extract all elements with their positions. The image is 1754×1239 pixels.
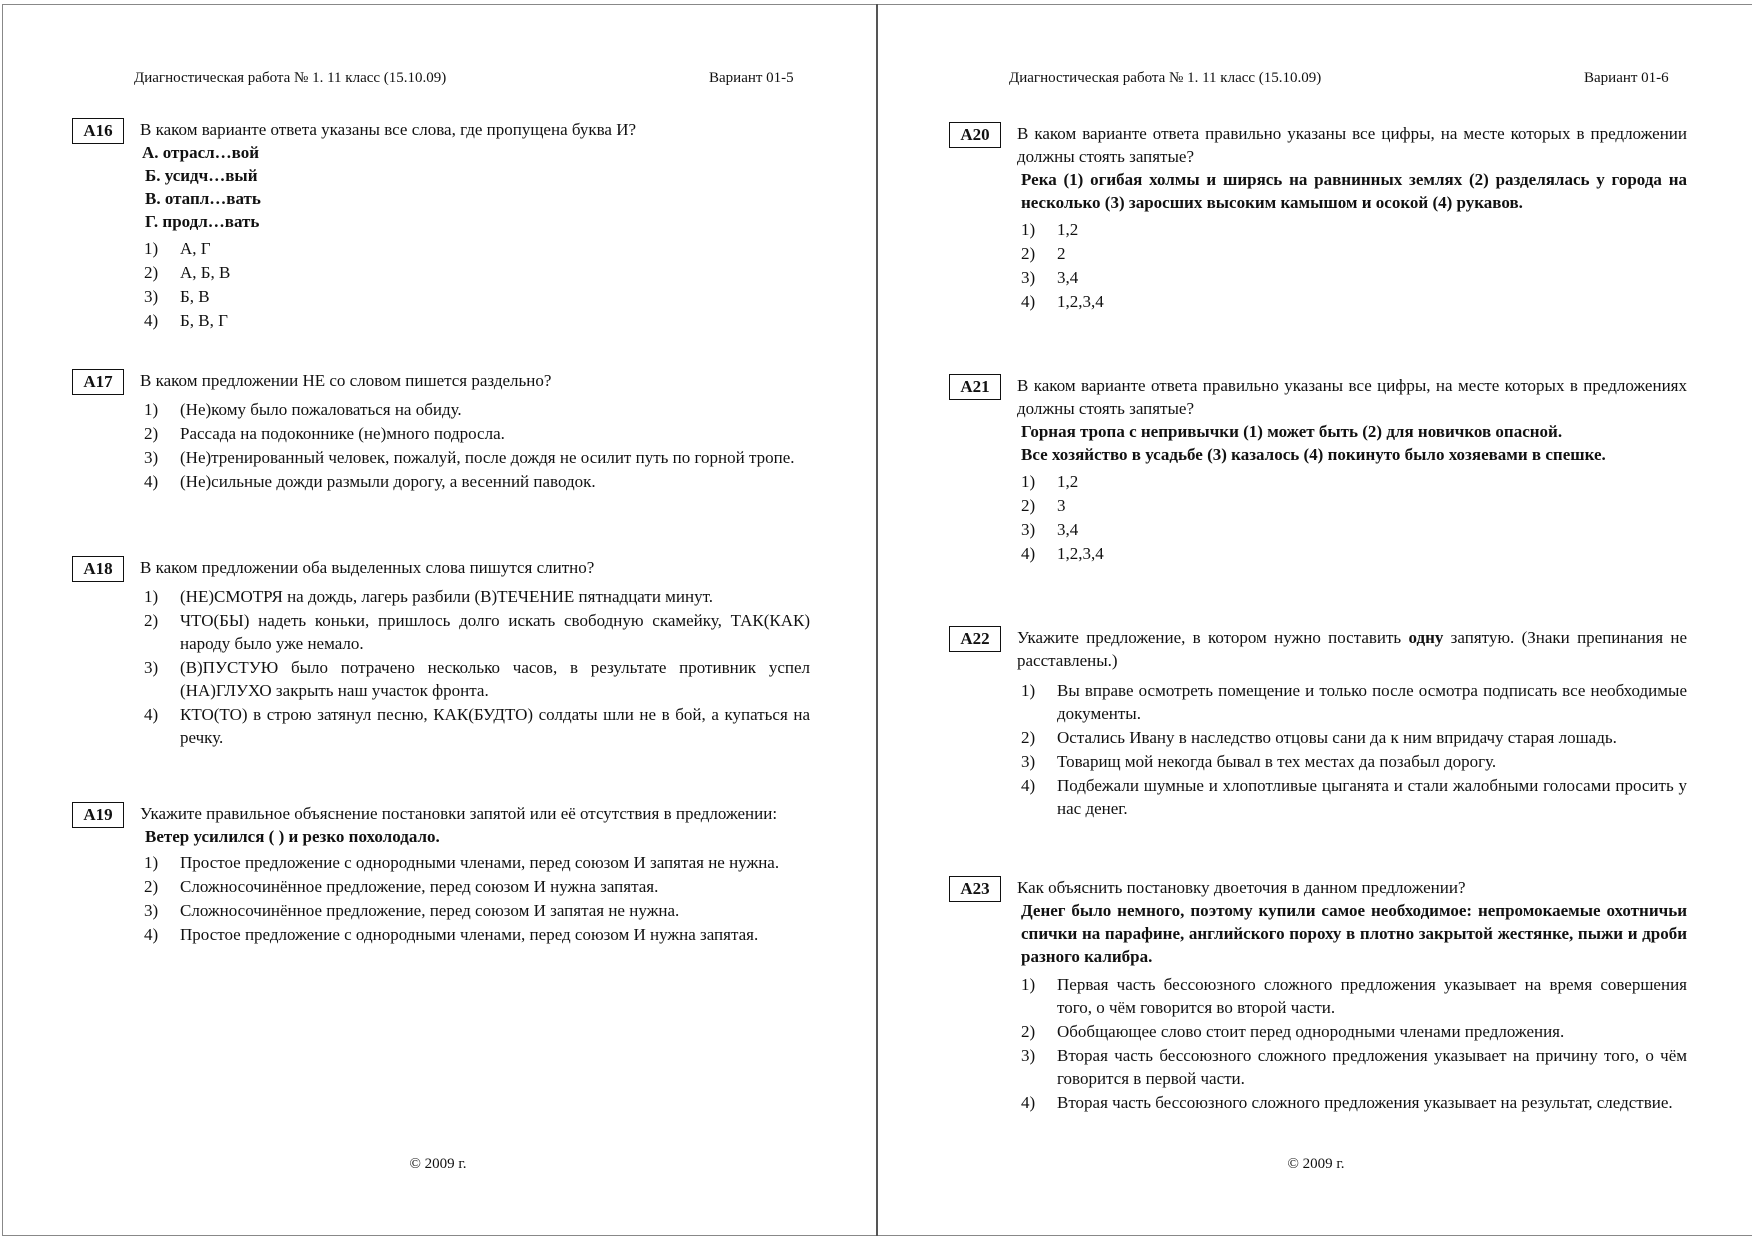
question-number-badge: A16 (72, 118, 124, 144)
question-stem: В каком варианте ответа указаны все слова, где пропущена буква И? (140, 120, 637, 139)
given-sentence: Ветер усилился ( ) и резко похолодало. (145, 827, 440, 846)
answer-options (1021, 470, 1687, 565)
stem-part: запятую. (Знаки препинания не расставлены.) (1017, 628, 1687, 670)
question-stem: В каком варианте ответа правильно указаны все цифры, на месте которых в предложениях должны стоять запятые? (1017, 376, 1687, 418)
header-variant: Вариант 01-5 (709, 70, 794, 86)
question-stem: Как объяснить постановку двоеточия в данном предложении? (1017, 878, 1466, 897)
answer-option[interactable]: 1) 1,2 (1021, 472, 1079, 491)
question-number-badge: A19 (72, 802, 124, 828)
page-left (0, 0, 876, 1239)
stem-part: Укажите предложение, в котором нужно поставить (1017, 628, 1409, 647)
answer-option[interactable]: 2) А, Б, В (144, 263, 231, 282)
question-a19 (72, 802, 810, 947)
question-stem: В каком варианте ответа правильно указаны все цифры, на месте которых в предложении должны стоять запятые? (1017, 124, 1687, 166)
question-a16 (72, 118, 810, 333)
answer-option[interactable]: 4) 1,2,3,4 (1021, 292, 1104, 311)
footer-copyright: © 2009 г. (409, 1156, 467, 1172)
answer-option[interactable]: 4) Простое предложение с однородными членами, перед союзом И нужна запятая. (144, 925, 759, 944)
question-number-badge: A23 (949, 876, 1001, 902)
answer-option[interactable]: 4) (Не)сильные дожди размыли дорогу, а весенний паводок. (144, 472, 596, 491)
answer-option[interactable]: 4) КТО(ТО) в строю затянул песню, КАК(БУДТО) солдаты шли не в бой, а купаться на речку. (144, 705, 810, 747)
given-sentence: Горная тропа с непривычки (1) может быть (2) для новичков опасной. (1021, 422, 1563, 441)
question-a23 (949, 876, 1687, 1115)
answer-option[interactable]: 2) 3 (1021, 496, 1066, 515)
answer-option[interactable]: 1) Первая часть бессоюзного сложного предложения указывает на время совершения того, о чём говорится во второй части. (1021, 975, 1687, 1017)
answer-option[interactable]: 3) Товарищ мой некогда бывал в тех местах да позабыл дорогу. (1021, 752, 1497, 771)
answer-options (1021, 218, 1687, 313)
answer-options (144, 398, 810, 493)
answer-option[interactable]: 1) А, Г (144, 239, 211, 258)
answer-option[interactable]: 4) Вторая часть бессоюзного сложного предложения указывает на результат, следствие. (1021, 1093, 1673, 1112)
answer-options (1021, 973, 1687, 1114)
header-title: Диагностическая работа № 1. 11 класс (15.10.09) (1009, 70, 1322, 86)
question-number-badge: A17 (72, 369, 124, 395)
header-title: Диагностическая работа № 1. 11 класс (15.10.09) (134, 70, 447, 86)
answer-option[interactable]: 3) (Не)тренированный человек, пожалуй, после дождя не осилит путь по горной тропе. (144, 448, 795, 467)
question-a17 (72, 369, 810, 494)
answer-options (144, 585, 810, 749)
header-variant: Вариант 01-6 (1584, 70, 1669, 86)
answer-option[interactable]: 3) 3,4 (1021, 268, 1079, 287)
answer-option[interactable]: 3) Сложносочинённое предложение, перед союзом И запятая не нужна. (144, 901, 680, 920)
answer-option[interactable]: 4) 1,2,3,4 (1021, 544, 1104, 563)
answer-option[interactable]: 2) Сложносочинённое предложение, перед союзом И нужна запятая. (144, 877, 659, 896)
question-number-badge: A20 (949, 122, 1001, 148)
answer-option[interactable]: 3) Вторая часть бессоюзного сложного предложения указывает на причину того, о чём говорится в первой части. (1021, 1046, 1687, 1088)
word-item: А. отрасл…вой (142, 143, 260, 162)
answer-option[interactable]: 1) (НЕ)СМОТРЯ на дождь, лагерь разбили (В)ТЕЧЕНИЕ пятнадцати минут. (144, 587, 714, 606)
answer-option[interactable]: 1) Вы вправе осмотреть помещение и только после осмотра подписать все необходимые документы. (1021, 681, 1687, 723)
answer-option[interactable]: 2) Обобщающее слово стоит перед однородными членами предложения. (1021, 1022, 1565, 1041)
answer-option[interactable]: 1) (Не)кому было пожаловаться на обиду. (144, 400, 462, 419)
question-stem: Укажите правильное объяснение постановки запятой или её отсутствия в предложении: (140, 804, 778, 823)
given-sentence: Денег было немного, поэтому купили самое необходимое: непромокаемые охотничьи спички на парафине, английского пороху в плотно закрытой жестянке, пыжи и дроби разного калибра. (1021, 901, 1687, 966)
answer-option[interactable]: 3) (В)ПУСТУЮ было потрачено несколько часов, в результате противник успел (НА)ГЛУХО закрыть наш участок фронта. (144, 658, 810, 700)
word-item: Г. продл…вать (145, 212, 260, 231)
answer-option[interactable]: 3) Б, В (144, 287, 210, 306)
answer-option[interactable]: 1) 1,2 (1021, 220, 1079, 239)
word-item: Б. усидч…вый (145, 166, 258, 185)
answer-option[interactable]: 2) Рассада на подоконнике (не)много подросла. (144, 424, 505, 443)
answer-option[interactable]: 3) 3,4 (1021, 520, 1079, 539)
given-sentence: Река (1) огибая холмы и ширясь на равнинных землях (2) разделялась у города на несколько (3) заросших высоким камышом и осокой (4) рукавов. (1021, 170, 1687, 212)
question-number-badge: A21 (949, 374, 1001, 400)
answer-option[interactable]: 1) Простое предложение с однородными членами, перед союзом И запятая не нужна. (144, 853, 780, 872)
question-a22 (949, 626, 1687, 821)
page-right (878, 0, 1754, 1239)
question-stem (1017, 626, 1687, 672)
question-stem: В каком предложении НЕ со словом пишется раздельно? (140, 371, 552, 390)
question-number-badge: A18 (72, 556, 124, 582)
footer-copyright: © 2009 г. (1287, 1156, 1345, 1172)
question-number-badge: A22 (949, 626, 1001, 652)
answer-option[interactable]: 2) ЧТО(БЫ) надеть коньки, пришлось долго искать свободную скамейку, ТАК(КАК) народу было уже немало. (144, 611, 810, 653)
question-stem: В каком предложении оба выделенных слова пишутся слитно? (140, 558, 595, 577)
answer-options (144, 237, 810, 332)
question-a20 (949, 122, 1687, 314)
answer-options (1021, 679, 1687, 820)
answer-option[interactable]: 2) 2 (1021, 244, 1066, 263)
answer-options (144, 851, 810, 946)
stem-emphasis: одну (1408, 628, 1444, 647)
answer-option[interactable]: 2) Остались Ивану в наследство отцовы сани да к ним впридачу старая лошадь. (1021, 728, 1617, 747)
answer-option[interactable]: 4) Подбежали шумные и хлопотливые цыганята и стали жалобными голосами просить у нас денег. (1021, 776, 1687, 818)
question-a18 (72, 556, 810, 750)
answer-option[interactable]: 4) Б, В, Г (144, 311, 228, 330)
given-sentence: Все хозяйство в усадьбе (3) казалось (4) покинуто было хозяевами в спешке. (1021, 445, 1606, 464)
question-a21 (949, 374, 1687, 566)
word-item: В. отапл…вать (145, 189, 261, 208)
